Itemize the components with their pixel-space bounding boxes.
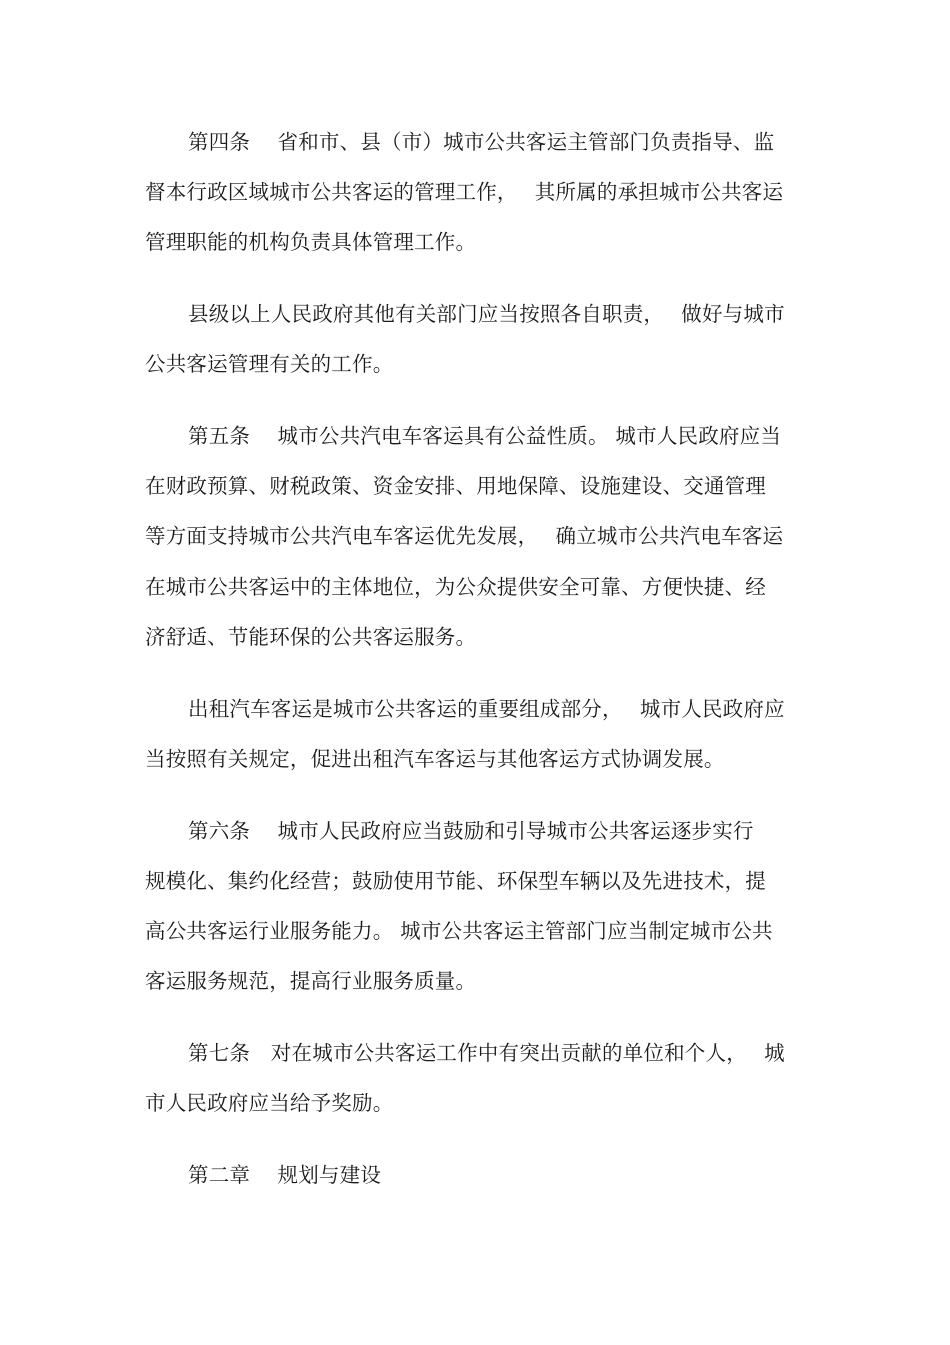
text-line: 县级以上人民政府其他有关部门应当按照各自职责， 做好与城市: [188, 302, 785, 326]
text-line: 当按照有关规定，促进出租汽车客运与其他客运方式协调发展。: [145, 747, 725, 771]
text-line: 在城市公共客运中的主体地位，为公众提供安全可靠、方便快捷、经: [145, 575, 766, 599]
text-line: 督本行政区域城市公共客运的管理工作， 其所属的承担城市公共客运: [145, 180, 784, 204]
text-line: 第六条 城市人民政府应当鼓励和引导城市公共客运逐步实行: [188, 819, 754, 843]
text-line: 规模化、集约化经营；鼓励使用节能、环保型车辆以及先进技术，提: [145, 869, 766, 893]
text-line: 济舒适、节能环保的公共客运服务。: [145, 625, 477, 649]
text-line: 市人民政府应当给予奖励。: [145, 1091, 394, 1115]
chapter-title: 第二章 规划与建设: [188, 1163, 382, 1187]
text-line: 等方面支持城市公共汽电车客运优先发展， 确立城市公共汽电车客运: [145, 524, 784, 548]
text-line: 客运服务规范，提高行业服务质量。: [145, 969, 477, 993]
text-line: 第七条 对在城市公共客运工作中有突出贡献的单位和个人， 城: [188, 1041, 785, 1065]
text-line: 第四条 省和市、县（市）城市公共客运主管部门负责指导、监: [188, 130, 775, 154]
text-line: 管理职能的机构负责具体管理工作。: [145, 230, 477, 254]
text-line: 出租汽车客运是城市公共客运的重要组成部分， 城市人民政府应: [188, 697, 785, 721]
text-line: 在财政预算、财税政策、资金安排、用地保障、设施建设、交通管理: [145, 474, 766, 498]
text-line: 公共客运管理有关的工作。: [145, 352, 394, 376]
text-line: 第五条 城市公共汽电车客运具有公益性质。 城市人民政府应当: [188, 424, 782, 448]
text-line: 高公共客运行业服务能力。 城市公共客运主管部门应当制定城市公共: [145, 919, 773, 943]
